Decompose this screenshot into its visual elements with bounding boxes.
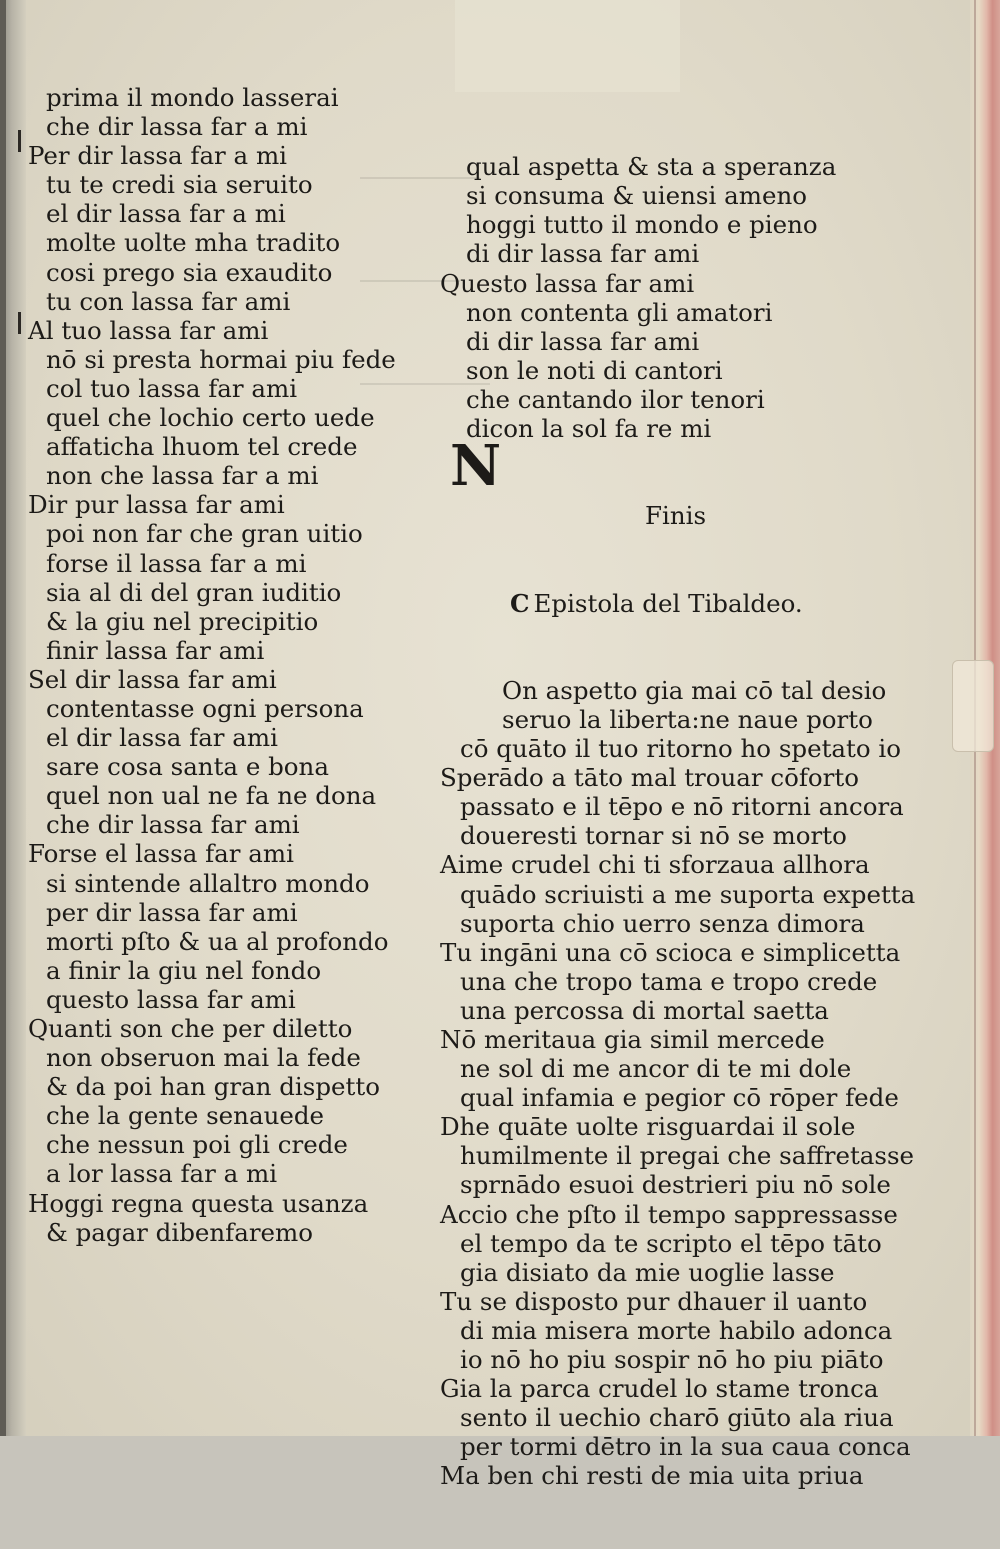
text-line: Hoggi regna questa usanza — [28, 1188, 369, 1218]
text-line: Gia la parca crudel lo stame tronca — [440, 1374, 879, 1404]
text-line: una che tropo tama e tropo crede — [460, 966, 878, 996]
text-line: di dir lassa far ami — [466, 326, 700, 356]
text-line: suporta chio uerro senza dimora — [460, 908, 865, 938]
text-line: & la giu nel precipitio — [46, 606, 319, 636]
text-line: morti pſto & ua al profondo — [46, 926, 389, 956]
text-line: che nessun poi gli crede — [46, 1130, 348, 1160]
text-line: Forse el lassa far ami — [28, 839, 294, 869]
text-line: non che lassa far a mi — [46, 461, 319, 491]
text-line: cosi prego sia exaudito — [46, 257, 333, 287]
text-line: si consuma & uiensi ameno — [466, 181, 807, 211]
text-line: quādo scriuisti a me suporta expetta — [460, 879, 916, 909]
text-line: & pagar dibenfaremo — [46, 1217, 314, 1247]
text-line: doueresti tornar si nō se morto — [460, 821, 847, 851]
text-line: Tu ingāni una cō scioca e simplicetta — [440, 937, 901, 967]
text-line: Per dir lassa far a mi — [28, 141, 288, 171]
text-line: passato e il tēpo e nō ritorni ancora — [460, 792, 904, 822]
right-text-column — [440, 94, 915, 1549]
text-line: Tu se disposto pur dhauer il uanto — [440, 1286, 868, 1316]
text-line: seruo la liberta:ne naue porto — [502, 704, 873, 734]
text-line: forse il lassa far a mi — [46, 548, 307, 578]
text-line: sento il uechio charō giūto ala riua — [460, 1403, 894, 1433]
text-line: quel che lochio certo uede — [46, 403, 375, 433]
text-line: Al tuo lassa far ami — [28, 315, 269, 345]
text-line: cō quāto il tuo ritorno ho spetato io — [460, 734, 901, 764]
text-line: dicon la sol fa re mi — [466, 414, 712, 444]
text-line: Sperādo a tāto mal trouar cōforto — [440, 763, 859, 793]
epistola-heading: C Epistola del Tibaldeo. — [510, 588, 803, 618]
drop-capital: N — [450, 433, 502, 499]
text-line: una percossa di mortal saetta — [460, 995, 829, 1025]
text-line: non contenta gli amatori — [466, 297, 773, 327]
text-line: Aime crudel chi ti sforzaua allhora — [440, 850, 870, 880]
text-line: non obseruon mai la fede — [46, 1043, 361, 1073]
text-line: Questo lassa far ami — [440, 268, 695, 298]
text-line: prima il mondo lasserai — [46, 83, 339, 112]
text-line: Sel dir lassa far ami — [28, 664, 277, 694]
text-line: per tormi dētro in la sua caua conca — [460, 1432, 911, 1462]
text-line: che la gente senauede — [46, 1101, 325, 1131]
text-line: Dhe quāte uolte risguardai il sole — [440, 1112, 856, 1142]
text-line: On aspetto gia mai cō tal desio — [502, 675, 887, 705]
text-line: tu con lassa far ami — [46, 286, 291, 316]
binding-gutter — [0, 0, 26, 1436]
text-line: col tuo lassa far ami — [46, 373, 298, 403]
text-line: tu te credi sia seruito — [46, 170, 313, 200]
text-line: che cantando ilor tenori — [466, 384, 765, 414]
text-line: a lor lassa far a mi — [46, 1159, 278, 1189]
text-line: Dir pur lassa far ami — [28, 490, 285, 520]
left-text-column — [28, 83, 396, 1247]
text-line: finir lassa far ami — [46, 635, 265, 665]
text-line: sia al di del gran iuditio — [46, 577, 342, 607]
text-line: el dir lassa far ami — [46, 723, 278, 753]
text-line: ne sol di me ancor di te mi dole — [460, 1054, 852, 1084]
text-line: Quanti son che per diletto — [28, 1014, 353, 1043]
text-line: qual aspetta & sta a speranza — [466, 152, 837, 182]
text-line: a finir la giu nel fondo — [46, 955, 322, 985]
text-line: poi non far che gran uitio — [46, 519, 363, 549]
margin-mark — [18, 130, 21, 152]
text-line: Accio che pſto il tempo sappressasse — [440, 1199, 898, 1229]
margin-mark — [18, 312, 21, 334]
finis-line: Finis — [645, 501, 707, 531]
text-line: el tempo da te scripto el tēpo tāto — [460, 1228, 882, 1258]
text-line: hoggi tutto il mondo e pieno — [466, 210, 818, 240]
text-line: el dir lassa far a mi — [46, 199, 286, 229]
text-line: contentasse ogni persona — [46, 693, 364, 723]
text-line: che dir lassa far a mi — [46, 112, 308, 142]
text-line: sprnādo esuoi destrieri piu nō sole — [460, 1170, 891, 1200]
text-line: Ma ben chi resti de mia uita priua — [440, 1461, 864, 1491]
text-line: affaticha lhuom tel crede — [46, 432, 358, 462]
text-line: di dir lassa far ami — [466, 239, 700, 269]
text-line: & da poi han gran dispetto — [46, 1072, 380, 1102]
text-line: molte uolte mha tradito — [46, 228, 341, 258]
text-line: humilmente il pregai che saffretasse — [460, 1141, 915, 1171]
text-line: Nō meritaua gia simil mercede — [440, 1025, 825, 1054]
text-line: io nō ho piu sospir nō ho piu piāto — [460, 1345, 884, 1375]
text-line: che dir lassa far ami — [46, 810, 300, 840]
text-line: sare cosa santa e bona — [46, 752, 329, 782]
text-line: si sintende allaltro mondo — [46, 868, 370, 898]
text-line: nō si presta hormai piu fede — [46, 344, 396, 374]
text-line: son le noti di cantori — [466, 355, 723, 385]
text-line: per dir lassa far ami — [46, 897, 298, 927]
text-line: gia disiato da mie uoglie lasse — [460, 1257, 835, 1287]
paper-repair-patch — [455, 0, 680, 92]
text-line: quel non ual ne fa ne dona — [46, 781, 377, 811]
text-line: qual infamia e pegior cō rōper fede — [460, 1083, 899, 1113]
pilcrow-icon: C — [510, 588, 530, 618]
text-line: questo lassa far ami — [46, 984, 296, 1014]
page-clip-mark — [952, 660, 994, 752]
text-line: di mia misera morte habilo adonca — [460, 1315, 893, 1345]
